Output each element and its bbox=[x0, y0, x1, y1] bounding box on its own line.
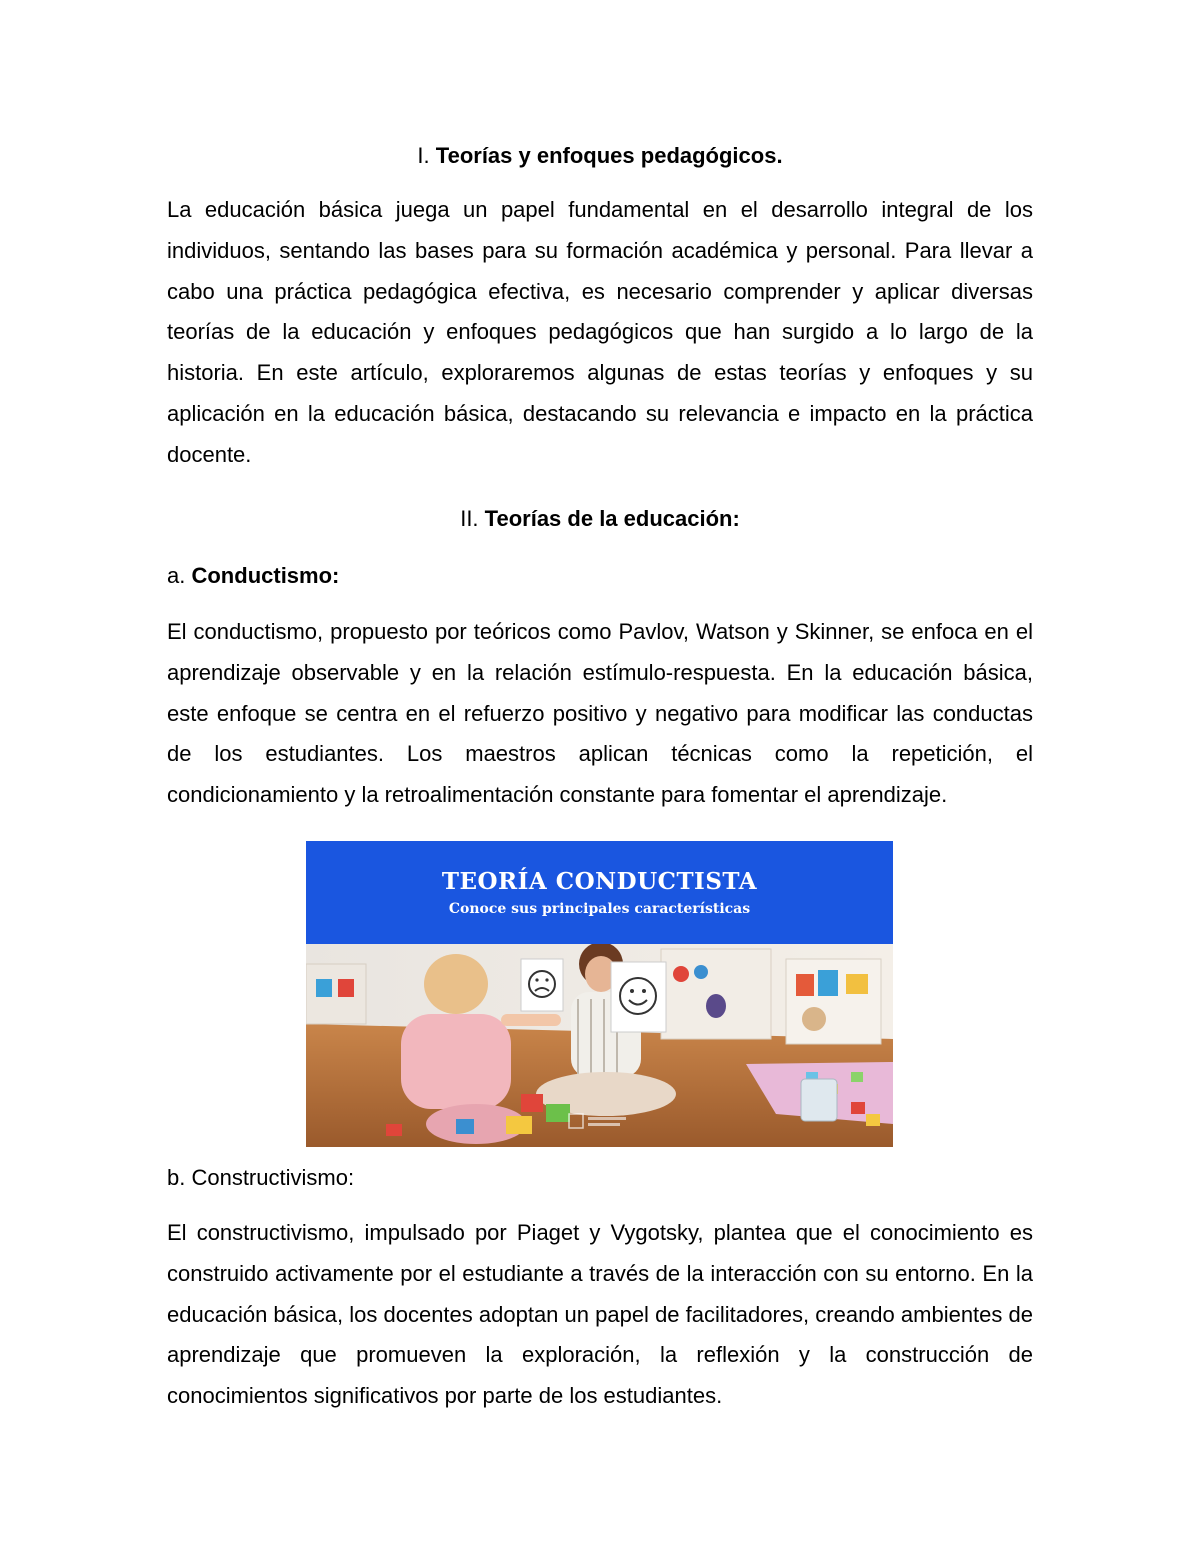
subsection-a-title: Conductismo: bbox=[191, 563, 340, 588]
banner-title: TEORÍA CONDUCTISTA bbox=[441, 868, 758, 895]
section-2-heading bbox=[167, 505, 1033, 533]
conductismo-paragraph: El conductismo, propuesto por teóricos como Pavlov, Watson y Skinner, se enfoca en el aprendizaje observable y en la relación estímulo-respuesta. En la educación básica, este enfoque se centra en el refuerzo positivo y negativo para modificar las conductas de los estudiantes. Los maestros aplican técnicas como la repetición, el condicionamiento y la retroalimentación constante para fomentar el aprendizaje. bbox=[167, 619, 1033, 808]
section-2-title: Teorías de la educación: bbox=[484, 506, 740, 531]
intro-paragraph: La educación básica juega un papel fundamental en el desarrollo integral de los individuos, sentando las bases para su formación académica y personal. Para llevar a cabo una práctica pedagógica efectiva, es necesario comprender y aplicar diversas teorías de la educación y enfoques pedagógicos que han surgido a lo largo de la historia. En este artículo, exploraremos algunas de estas teorías y enfoques y su aplicación en la educación básica, destacando su relevancia e impacto en la práctica docente. bbox=[167, 197, 1033, 467]
section-2-numeral: II. bbox=[460, 506, 479, 531]
section-1-title: Teorías y enfoques pedagógicos. bbox=[435, 143, 783, 168]
subsection-a-heading bbox=[167, 562, 1033, 590]
classroom-photo bbox=[306, 944, 893, 1147]
constructivismo-paragraph: El constructivismo, impulsado por Piaget y Vygotsky, plantea que el conocimiento es construido activamente por el estudiante a través de la interacción con su entorno. En la educación básica, los docentes adoptan un papel de facilitadores, creando ambientes de aprendizaje que promueven la exploración, la reflexión y la construcción de conocimientos significativos por parte de los estudiantes. bbox=[167, 1220, 1033, 1409]
section-1-numeral: I. bbox=[417, 143, 430, 168]
banner-subtitle: Conoce sus principales características bbox=[448, 901, 751, 917]
section-1-heading bbox=[167, 142, 1033, 170]
subsection-b-heading: b. Constructivismo: bbox=[167, 1165, 355, 1190]
conductismo-banner-image bbox=[306, 841, 893, 1147]
subsection-a-letter: a. bbox=[167, 563, 186, 588]
